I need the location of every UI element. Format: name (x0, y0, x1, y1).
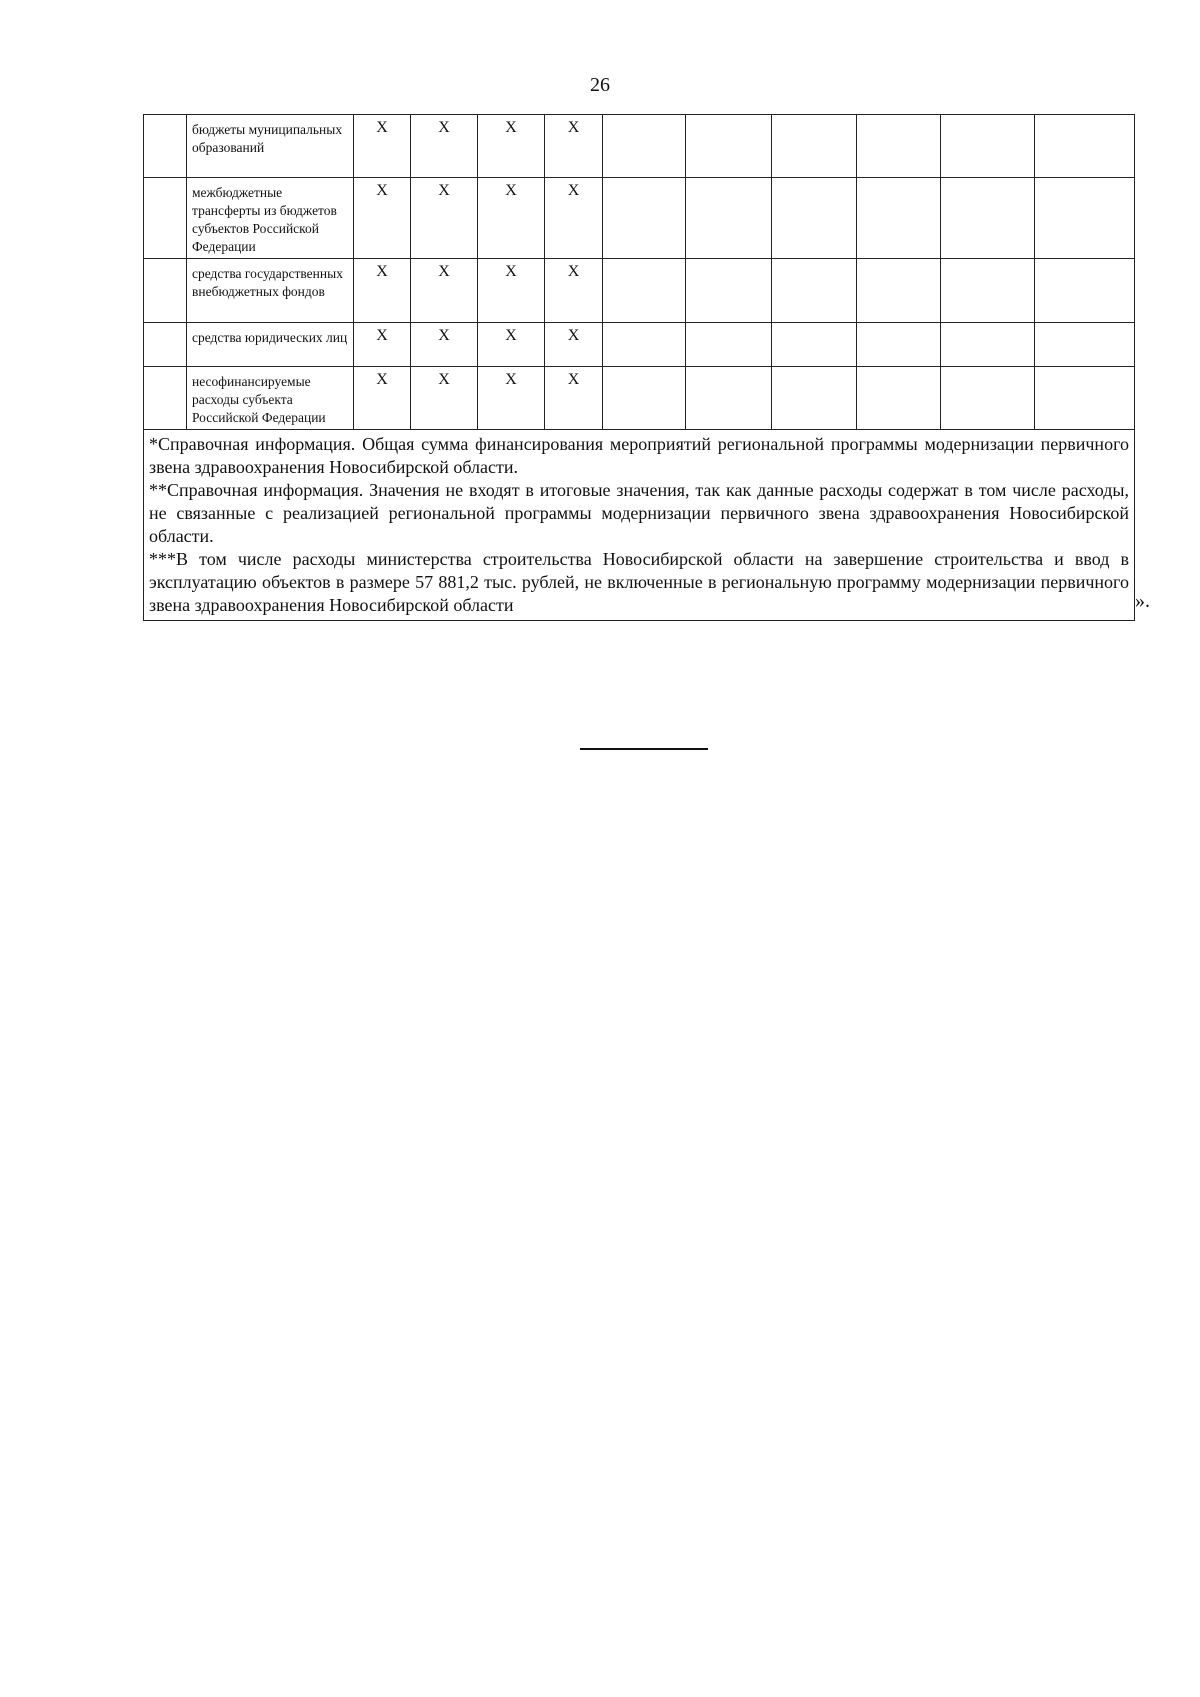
x-mark: Х (354, 115, 411, 178)
row-label: межбюджетные трансферты из бюджетов субъектов Российской Федерации (187, 178, 354, 259)
empty-cell (857, 323, 941, 367)
row-label: бюджеты муниципальных образований (187, 115, 354, 178)
index-cell (144, 115, 187, 178)
x-mark: Х (545, 323, 603, 367)
empty-cell (941, 323, 1035, 367)
index-cell (144, 323, 187, 367)
empty-cell (772, 259, 857, 323)
empty-cell (772, 178, 857, 259)
x-mark: Х (478, 178, 545, 259)
closing-quote: ». (1135, 590, 1150, 612)
row-label: несофинансируемые расходы субъекта Российской Федерации (187, 367, 354, 430)
empty-cell (686, 367, 772, 430)
empty-cell (686, 178, 772, 259)
empty-cell (1035, 178, 1135, 259)
empty-cell (603, 178, 686, 259)
empty-cell (1035, 367, 1135, 430)
table-row (144, 115, 1135, 178)
empty-cell (686, 259, 772, 323)
empty-cell (857, 115, 941, 178)
x-mark: Х (478, 115, 545, 178)
x-mark: Х (478, 259, 545, 323)
footnote-1: *Справочная информация. Общая сумма финансирования мероприятий региональной программы модернизации первичного звена здравоохранения Новосибирской области. (149, 434, 1129, 477)
empty-cell (941, 115, 1035, 178)
footnote-2: **Справочная информация. Значения не входят в итоговые значения, так как данные расходы содержат в том числе расходы, не связанные с реализацией региональной программы модернизации первичного звена здравоохранения Новосибирской области. (149, 480, 1129, 546)
index-cell (144, 259, 187, 323)
index-cell (144, 367, 187, 430)
empty-cell (941, 367, 1035, 430)
empty-cell (857, 367, 941, 430)
row-label: средства государственных внебюджетных фондов (187, 259, 354, 323)
x-mark: Х (411, 259, 478, 323)
empty-cell (772, 115, 857, 178)
empty-cell (603, 259, 686, 323)
x-mark: Х (545, 115, 603, 178)
x-mark: Х (545, 178, 603, 259)
x-mark: Х (354, 367, 411, 430)
x-mark: Х (411, 115, 478, 178)
empty-cell (603, 323, 686, 367)
x-mark: Х (354, 259, 411, 323)
empty-cell (1035, 115, 1135, 178)
table-row (144, 367, 1135, 430)
notes-cell (144, 430, 1135, 621)
empty-cell (1035, 323, 1135, 367)
end-divider (580, 748, 708, 750)
empty-cell (603, 115, 686, 178)
x-mark: Х (411, 323, 478, 367)
x-mark: Х (478, 323, 545, 367)
empty-cell (772, 323, 857, 367)
empty-cell (603, 367, 686, 430)
footnote-3: ***В том числе расходы министерства строительства Новосибирской области на завершение строительства и ввод в эксплуатацию объектов в размере 57 881,2 тыс. рублей, не включенные в региональную программу модернизации первичного звена здравоохранения Новосибирской области (149, 549, 1129, 615)
x-mark: Х (354, 323, 411, 367)
x-mark: Х (545, 367, 603, 430)
x-mark: Х (411, 178, 478, 259)
table-row (144, 259, 1135, 323)
notes-row (144, 430, 1135, 621)
x-mark: Х (545, 259, 603, 323)
empty-cell (1035, 259, 1135, 323)
empty-cell (686, 323, 772, 367)
empty-cell (772, 367, 857, 430)
row-label: средства юридических лиц (187, 323, 354, 367)
financing-table (143, 114, 1135, 621)
x-mark: Х (354, 178, 411, 259)
x-mark: Х (478, 367, 545, 430)
empty-cell (857, 178, 941, 259)
empty-cell (857, 259, 941, 323)
empty-cell (941, 259, 1035, 323)
empty-cell (941, 178, 1035, 259)
x-mark: Х (411, 367, 478, 430)
table-row (144, 323, 1135, 367)
empty-cell (686, 115, 772, 178)
page-number: 26 (590, 74, 610, 96)
table-row (144, 178, 1135, 259)
index-cell (144, 178, 187, 259)
